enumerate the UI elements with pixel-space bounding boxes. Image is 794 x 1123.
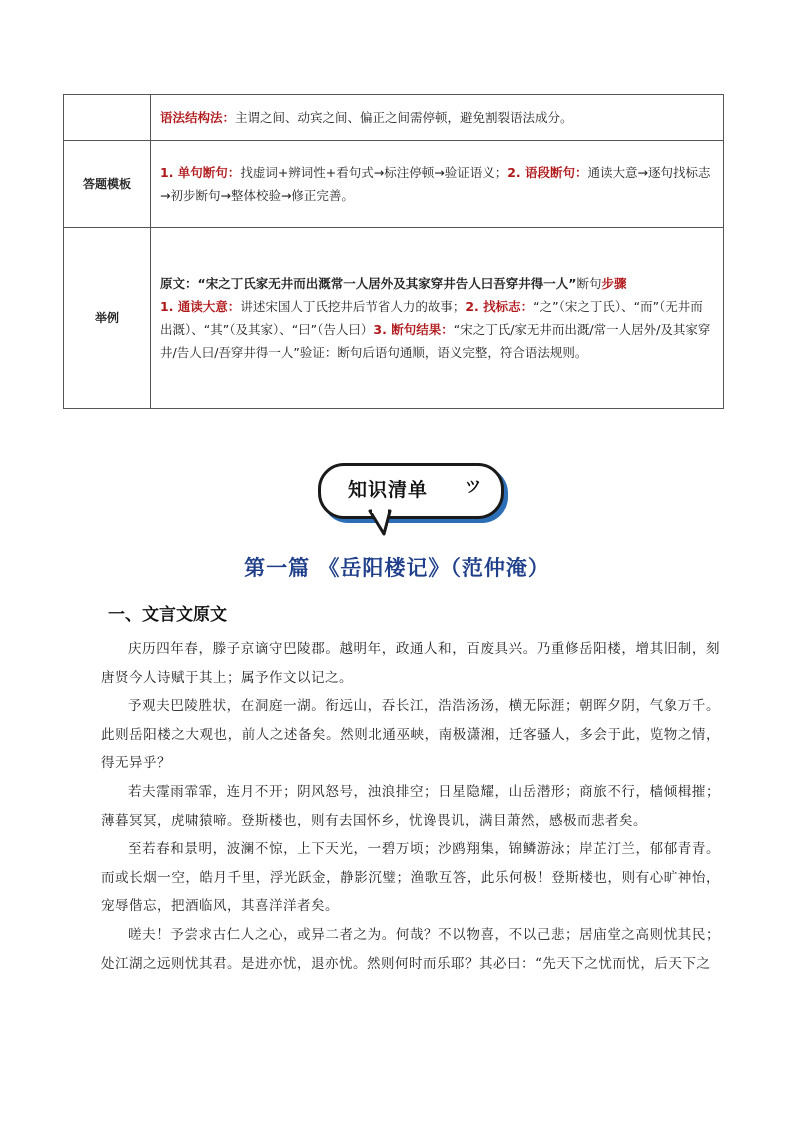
table-row (64, 141, 724, 228)
badge-label: 知识清单 (348, 479, 429, 501)
speech-bubble-tail-icon (366, 508, 406, 538)
knowledge-list-badge (318, 460, 504, 534)
paragraph: 至若春和景明，波澜不惊，上下天光，一碧万顷；沙鸥翔集，锦鳞游泳；岸芷汀兰，郁郁青青。而或长烟一空，皓月千里，浮光跃金，静影沉璧；渔歌互答，此乐何极！登斯楼也，则有心旷神怡，宠辱偕忘，把酒临风，其喜洋洋者矣。 (101, 841, 720, 915)
paragraph: 予观夫巴陵胜状，在洞庭一湖。衔远山，吞长江，浩浩汤汤，横无际涯；朝晖夕阴，气象万千。此则岳阳楼之大观也，前人之述备矣。然则北通巫峡，南极潇湘，迁客骚人，多会于此，览物之情，得无异乎？ (101, 698, 720, 772)
row-content (151, 228, 724, 409)
step-heading: 1. 单句断句： (160, 165, 241, 180)
steps-label: 步骤 (601, 276, 627, 291)
paragraph: 庆历四年春，滕子京谪守巴陵郡。越明年，政通人和，百废具兴。乃重修岳阳楼，增其旧制，刻唐贤今人诗赋于其上；属予作文以记之。 (101, 641, 720, 686)
original-label: 原文： (160, 276, 198, 291)
step-heading: 3. 断句结果： (373, 322, 454, 337)
row-content (151, 95, 724, 141)
table-row (64, 228, 724, 409)
row-label: 举例 (64, 228, 151, 409)
row-label: 答题模板 (64, 141, 151, 228)
step-heading: 2. 找标志： (465, 299, 534, 314)
page-title: 第一篇 《岳阳楼记》（范仲淹） (244, 555, 550, 580)
method-table (63, 94, 724, 409)
step-text: 通读大意→逐句找标志→初步断句→整体校验→修正完善。 (160, 165, 711, 203)
method-text: 主谓之间、动宾之间、偏正之间需停顿，避免割裂语法成分。 (235, 110, 573, 125)
step-heading: 1. 通读大意： (160, 299, 241, 314)
badge-decoration-icon: ツ (465, 477, 482, 496)
step-text: 讲述宋国人丁氏挖井后节省人力的故事； (240, 299, 466, 314)
paragraph: 若夫霪雨霏霏，连月不开；阴风怒号，浊浪排空；日星隐耀，山岳潜形；商旅不行，樯倾楫摧；薄暮冥冥，虎啸猿啼。登斯楼也，则有去国怀乡，忧谗畏讥，满目萧然，感极而悲者矣。 (101, 783, 720, 829)
step-text: “宋之丁氏/家无井而出溉/常一人居外/及其家穿井/告人曰/吾穿井得一人”验证：断句后语句通顺，语义完整，符合语法规则。 (160, 322, 711, 360)
paragraph: 嗟夫！予尝求古仁人之心，或异二者之为。何哉？不以物喜，不以己悲；居庙堂之高则忧其民；处江湖之远则忧其君。是进亦忧，退亦忧。然则何时而乐耶？其必曰：“先天下之忧而忧，后天下之 (101, 926, 720, 972)
method-heading: 语法结构法： (160, 110, 236, 125)
section-heading: 一、文言文原文 (108, 605, 227, 625)
step-heading: 2. 语段断句： (507, 165, 588, 180)
row-content (151, 141, 724, 228)
row-label (64, 95, 151, 141)
article-body (101, 635, 720, 978)
step-text: “之”（宋之丁氏）、“而”（无井而出溉）、“其”（及其家）、“曰”（告人曰） (160, 299, 703, 337)
step-text: 找虚词+辨词性+看句式→标注停顿→验证语义； (240, 165, 508, 180)
original-text: “宋之丁氏家无井而出溉常一人居外及其家穿井告人曰吾穿井得一人” (197, 276, 577, 291)
table-row (64, 95, 724, 141)
original-tail: 断句 (576, 276, 602, 291)
